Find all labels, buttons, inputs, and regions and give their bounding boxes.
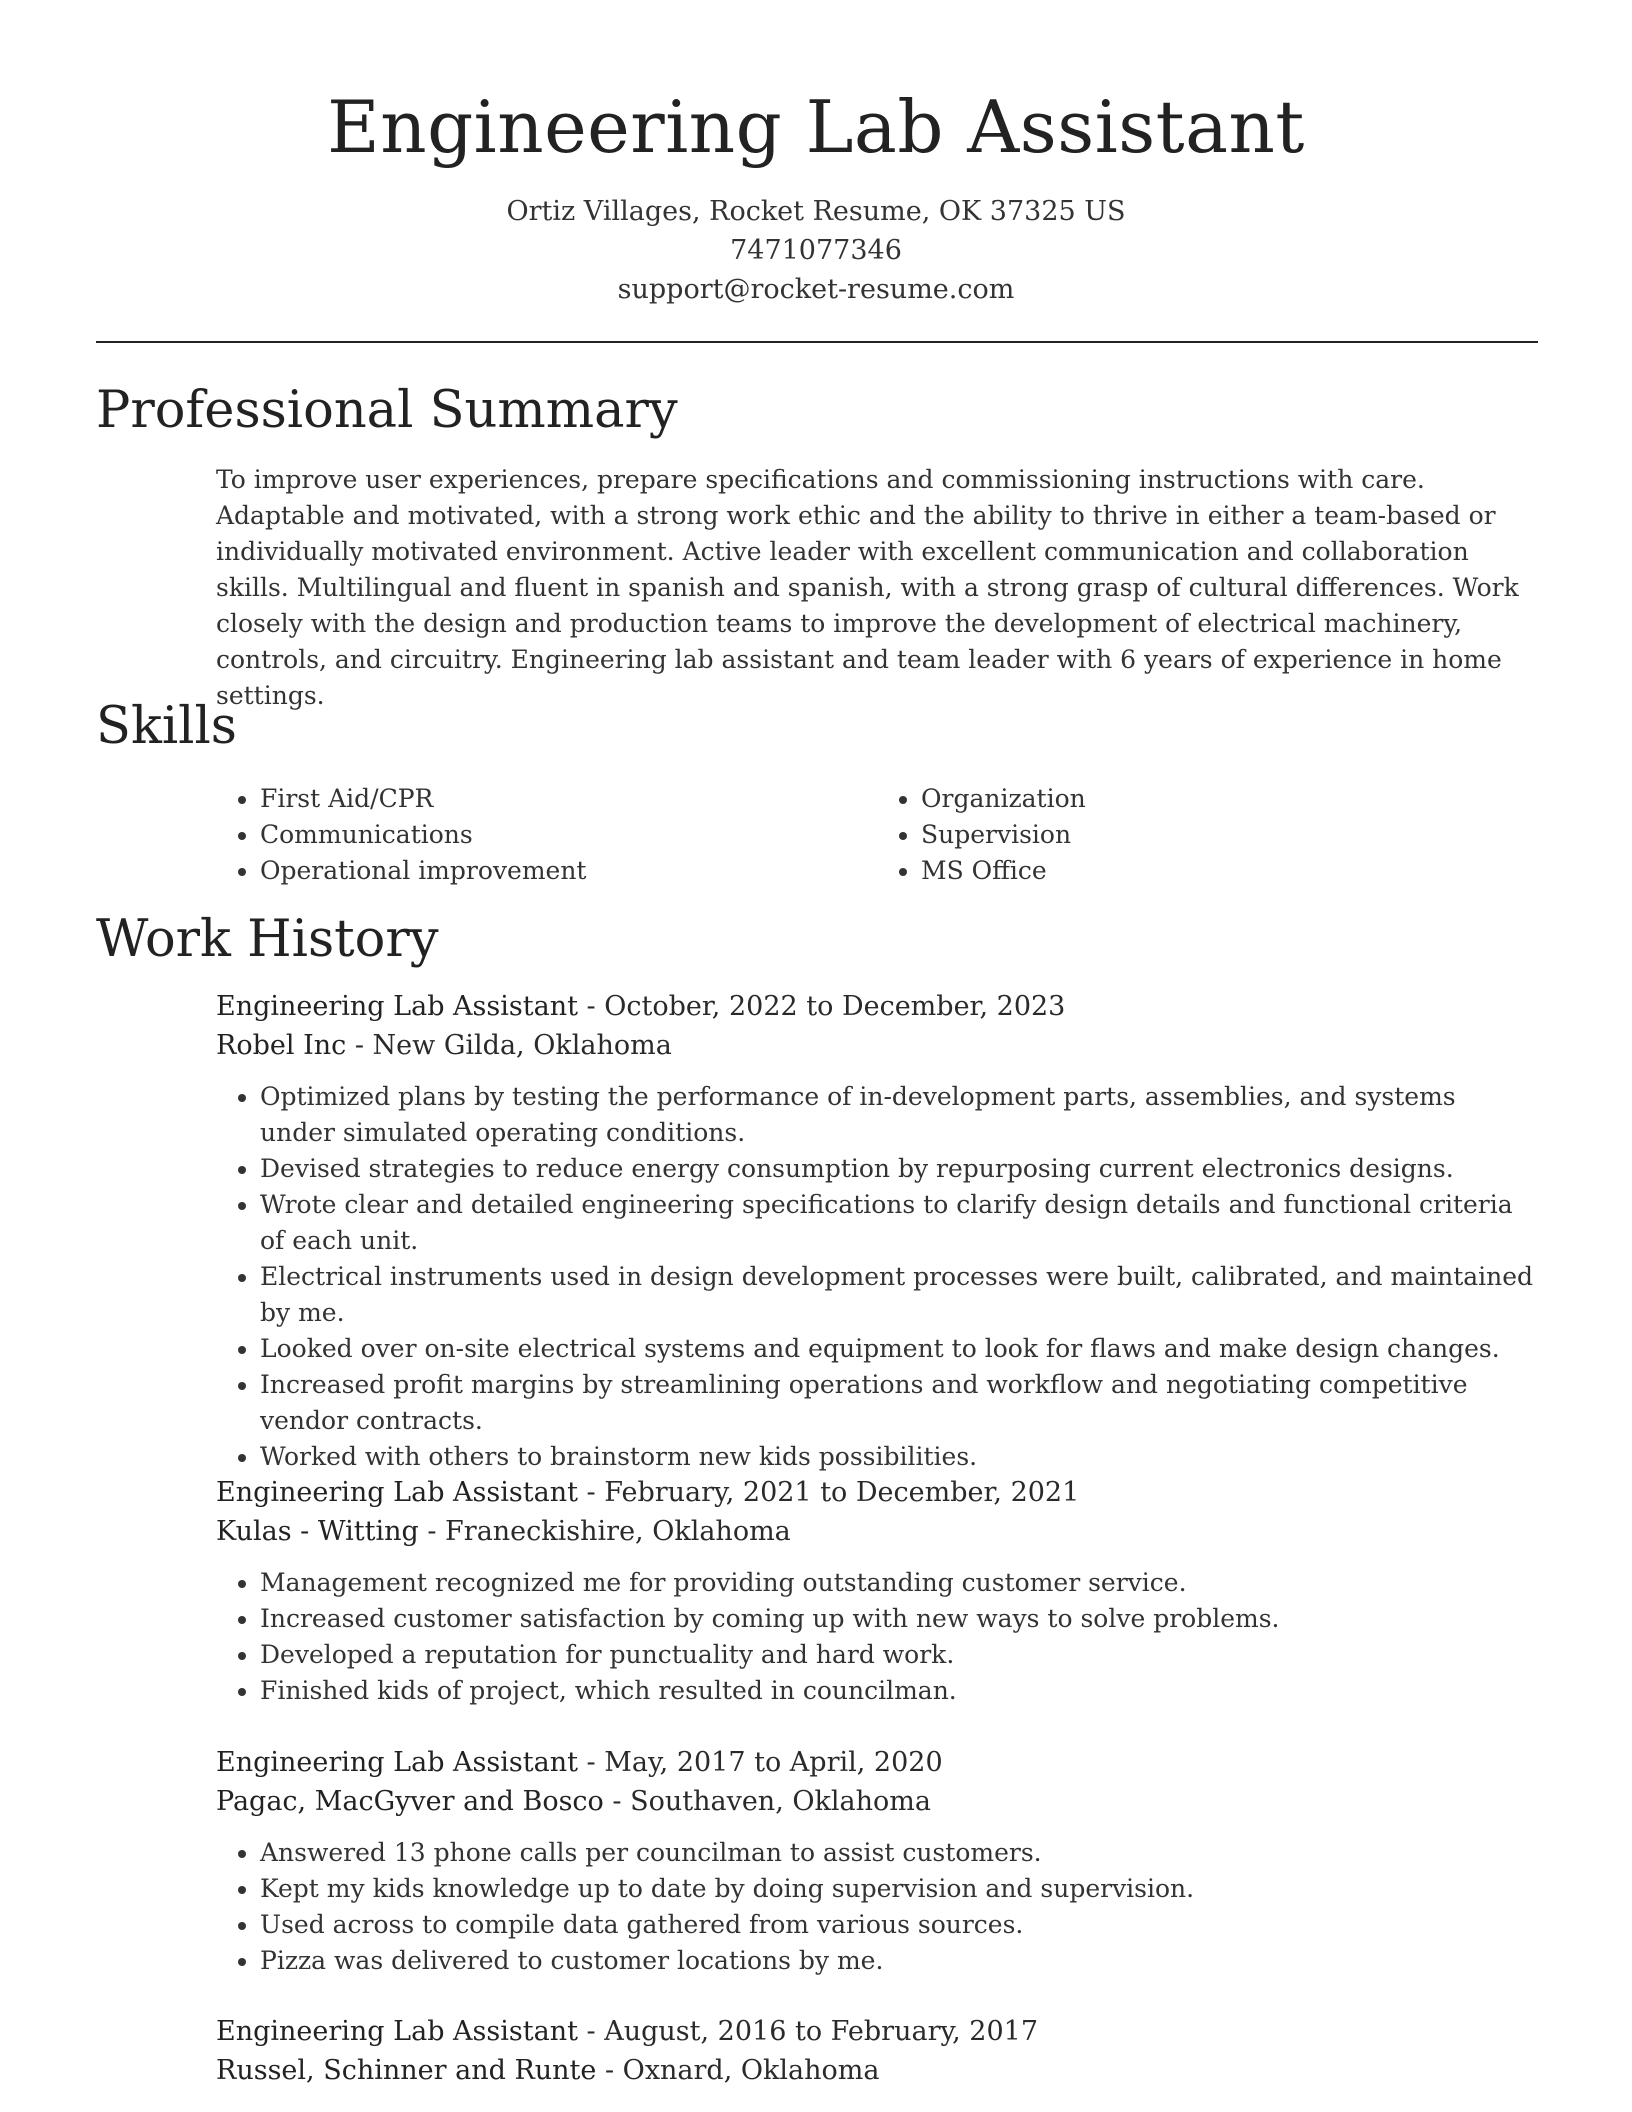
contact-address: Ortiz Villages, Rocket Resume, OK 37325 US — [506, 196, 1126, 227]
job-title-line — [216, 2012, 1538, 2051]
candidate-name: Engineering Lab Assistant — [327, 85, 1305, 169]
job-company: Kulas - Witting — [216, 1516, 419, 1547]
job-dates: - October, 2022 to December, 2023 — [577, 991, 1066, 1022]
skill-item: • Supervision — [921, 817, 1538, 853]
job-title-line — [216, 1743, 1538, 1782]
job-entry — [216, 987, 1538, 1475]
job-title-line — [216, 987, 1538, 1026]
job-bullet: • Wrote clear and detailed engineering specifications to clarify design details and functional criteria of each unit. — [260, 1187, 1538, 1259]
skills-list — [216, 781, 1538, 889]
skills-column-right — [877, 781, 1538, 889]
job-company-line — [216, 2051, 1538, 2090]
job-bullet: • Electrical instruments used in design development processes were built, calibrated, and maintained by me. — [260, 1259, 1538, 1331]
job-bullet: • Management recognized me for providing outstanding customer service. — [260, 1565, 1538, 1601]
job-bullet: • Optimized plans by testing the performance of in-development parts, assemblies, and systems under simulated operating conditions. — [260, 1079, 1538, 1151]
job-title: Engineering Lab Assistant — [216, 991, 578, 1022]
job-bullet: • Worked with others to brainstorm new kids possibilities. — [260, 1439, 1538, 1475]
skill-item: • First Aid/CPR — [260, 781, 877, 817]
job-bullet: • Increased customer satisfaction by coming up with new ways to solve problems. — [260, 1601, 1538, 1637]
job-title: Engineering Lab Assistant — [216, 1477, 578, 1508]
job-bullet: • Looked over on-site electrical systems and equipment to look for flaws and make design changes. — [260, 1331, 1538, 1367]
job-entry — [216, 1473, 1538, 1709]
contact-phone: 7471077346 — [730, 235, 902, 266]
resume-header — [0, 0, 1632, 309]
work-history-heading: Work History — [96, 910, 439, 969]
skill-item: • MS Office — [921, 853, 1538, 889]
job-bullet: • Pizza was delivered to customer locations by me. — [260, 1943, 1538, 1979]
job-location: - Franeckishire, Oklahoma — [418, 1516, 791, 1547]
job-location: - Southaven, Oklahoma — [603, 1786, 931, 1817]
job-entry — [216, 1743, 1538, 1979]
header-divider — [96, 341, 1538, 343]
job-company-line — [216, 1512, 1538, 1551]
job-bullets — [216, 1565, 1538, 1709]
contact-block — [0, 192, 1632, 309]
skill-item: • Operational improvement — [260, 853, 877, 889]
job-bullet: • Kept my kids knowledge up to date by doing supervision and supervision. — [260, 1871, 1538, 1907]
job-title: Engineering Lab Assistant — [216, 1747, 578, 1778]
job-dates: - February, 2021 to December, 2021 — [577, 1477, 1080, 1508]
job-location: - Oxnard, Oklahoma — [596, 2055, 880, 2086]
job-bullet: • Finished kids of project, which resulted in councilman. — [260, 1673, 1538, 1709]
job-dates: - May, 2017 to April, 2020 — [577, 1747, 943, 1778]
contact-email: support@rocket-resume.com — [617, 274, 1015, 305]
job-bullet: • Developed a reputation for punctuality and hard work. — [260, 1637, 1538, 1673]
skills-heading: Skills — [96, 697, 237, 756]
job-company: Pagac, MacGyver and Bosco — [216, 1786, 604, 1817]
job-bullets — [216, 1079, 1538, 1475]
job-title-line — [216, 1473, 1538, 1512]
job-company-line — [216, 1782, 1538, 1821]
job-bullet: • Increased profit margins by streamlining operations and workflow and negotiating competitive vendor contracts. — [260, 1367, 1538, 1439]
summary-heading: Professional Summary — [96, 381, 678, 440]
skill-item: • Organization — [921, 781, 1538, 817]
job-bullet: • Answered 13 phone calls per councilman to assist customers. — [260, 1835, 1538, 1871]
job-entry — [216, 2012, 1538, 2090]
job-dates: - August, 2016 to February, 2017 — [577, 2016, 1039, 2047]
skills-column-left — [216, 781, 877, 889]
job-title: Engineering Lab Assistant — [216, 2016, 578, 2047]
job-company-line — [216, 1026, 1538, 1065]
job-bullet: • Used across to compile data gathered from various sources. — [260, 1907, 1538, 1943]
job-location: - New Gilda, Oklahoma — [346, 1030, 672, 1061]
job-company: Robel Inc — [216, 1030, 347, 1061]
job-bullet: • Devised strategies to reduce energy consumption by repurposing current electronics designs. — [260, 1151, 1538, 1187]
skill-item: • Communications — [260, 817, 877, 853]
job-company: Russel, Schinner and Runte — [216, 2055, 597, 2086]
summary-text: To improve user experiences, prepare specifications and commissioning instructions with care. Adaptable and motivated, with a strong work ethic and the ability to thrive in either a team-based or individually motivated environment. Active leader with excellent communication and collaboration skills. Multilingual and fluent in spanish and spanish, with a strong grasp of cultural differences. Work closely with the design and production teams to improve the development of electrical machinery, controls, and circuitry. Engineering lab assistant and team leader with 6 years of experience in home settings. — [216, 465, 1519, 710]
job-bullets — [216, 1835, 1538, 1979]
